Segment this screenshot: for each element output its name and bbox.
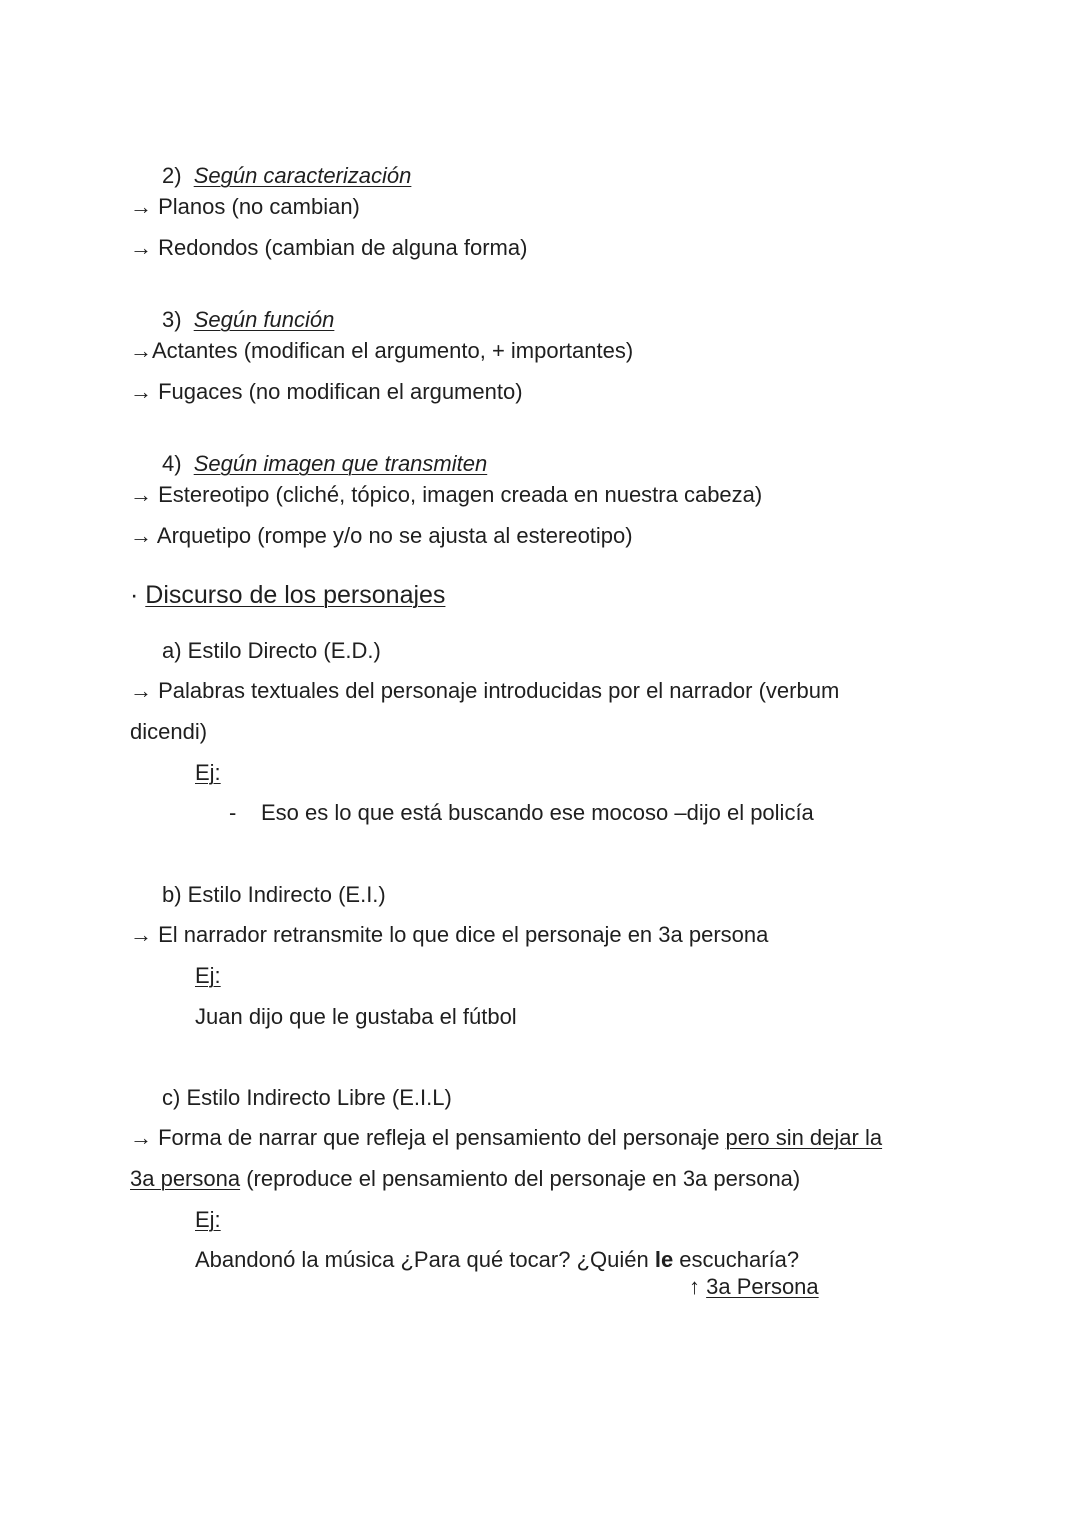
heading-caracterizacion — [162, 165, 411, 187]
list-item-actantes: →Actantes (modifican el argumento, + importantes) — [130, 338, 634, 363]
heading-imagen — [162, 453, 487, 475]
list-item-arquetipo: → Arquetipo (rompe y/o no se ajusta al estereotipo) — [130, 523, 633, 548]
heading-title: Según función — [193, 307, 335, 332]
libre-definition-line2 — [130, 1168, 800, 1190]
list-item-fugaces: → Fugaces (no modifican el argumento) — [130, 379, 523, 404]
list-item-estereotipo: → Estereotipo (cliché, tópico, imagen creada en nuestra cabeza) — [130, 482, 763, 507]
libre-example-bold: le — [654, 1247, 674, 1272]
example-dash: - — [229, 800, 237, 825]
directo-example: Eso es lo que está buscando ese mocoso –dijo el policía — [261, 800, 814, 825]
heading-funcion — [162, 309, 334, 331]
libre-definition-line1 — [130, 1127, 882, 1149]
list-item-redondos: → Redondos (cambian de alguna forma) — [130, 235, 528, 260]
heading-estilo-directo: a) Estilo Directo (E.D.) — [162, 638, 381, 663]
ej-label: Ej: — [195, 1207, 221, 1232]
annotation-3a-persona — [689, 1276, 819, 1298]
heading-estilo-indirecto-libre: c) Estilo Indirecto Libre (E.I.L) — [162, 1085, 452, 1110]
discurso-title: Discurso de los personajes — [145, 581, 446, 609]
directo-definition-line2: dicendi) — [130, 719, 208, 744]
heading-estilo-indirecto: b) Estilo Indirecto (E.I.) — [162, 882, 386, 907]
directo-definition-line1: → Palabras textuales del personaje introducidas por el narrador (verbum — [130, 678, 840, 703]
annotation-text: 3a Persona — [706, 1274, 819, 1299]
list-item-planos: → Planos (no cambian) — [130, 194, 360, 219]
libre-example-text: escucharía? — [673, 1247, 800, 1272]
indirecto-example: Juan dijo que le gustaba el fútbol — [195, 1004, 517, 1029]
heading-number: 3) — [162, 307, 182, 332]
heading-number: 2) — [162, 163, 182, 188]
heading-number: 4) — [162, 451, 182, 476]
libre-example-text: Abandonó la música ¿Para qué tocar? ¿Quién — [195, 1247, 655, 1272]
ej-label: Ej: — [195, 963, 221, 988]
libre-definition-text: → Forma de narrar que refleja el pensamiento del personaje — [130, 1125, 726, 1150]
indirecto-definition: → El narrador retransmite lo que dice el personaje en 3a persona — [130, 922, 769, 947]
libre-definition-underlined: pero sin dejar la — [725, 1125, 883, 1150]
heading-title: Según imagen que transmiten — [193, 451, 488, 476]
libre-definition-underlined: 3a persona — [130, 1166, 241, 1191]
bullet: · — [130, 581, 139, 609]
libre-example — [195, 1249, 799, 1271]
up-arrow-icon: ↑ — [689, 1274, 707, 1299]
libre-definition-text: (reproduce el pensamiento del personaje en 3a persona) — [240, 1166, 801, 1191]
heading-title: Según caracterización — [193, 163, 412, 188]
ej-label: Ej: — [195, 760, 221, 785]
discurso-heading — [130, 583, 445, 608]
